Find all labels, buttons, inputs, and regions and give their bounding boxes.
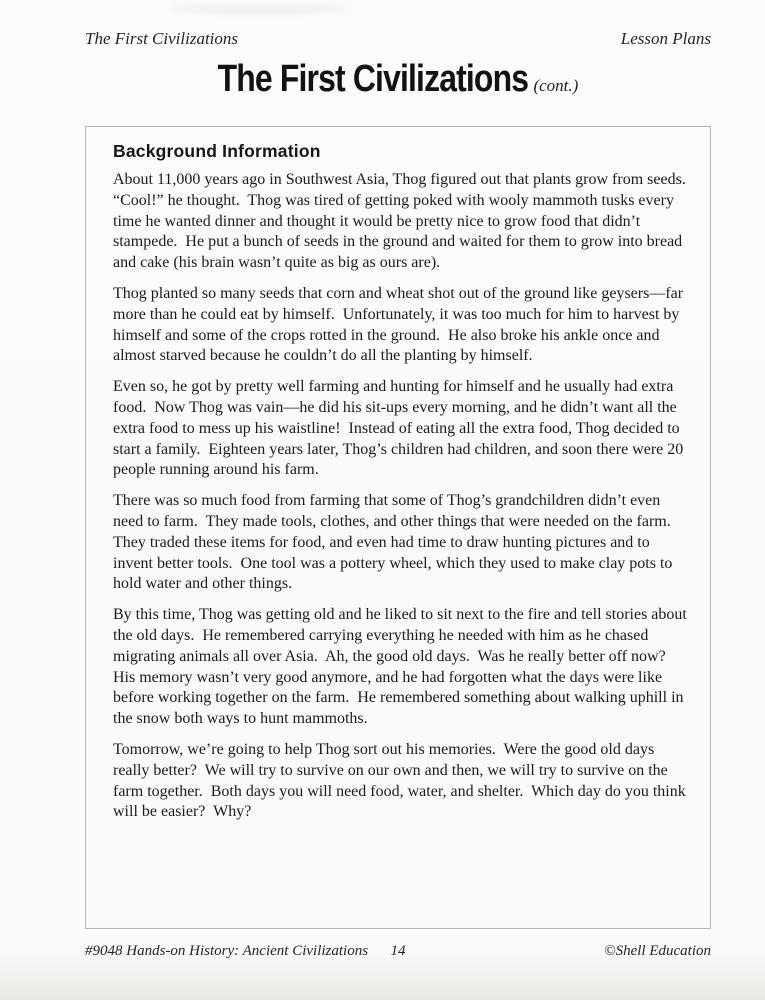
background-information-box — [85, 126, 711, 929]
footer-publisher: ©Shell Education — [604, 943, 711, 959]
footer-page-number: 14 — [390, 943, 406, 959]
page-footer — [85, 942, 711, 961]
paragraph-4: There was so much food from farming that some of Thog’s grandchildren didn’t even need to farm. They made tools, clothes, and other things that were needed on the farm. They traded these items for food, and even had time to draw hunting pictures and to invent better tools. One tool was a pottery wheel, which they used to make clay pots to hold water and other things. — [113, 492, 679, 593]
footer-book-id: #9048 Hands-on History: Ancient Civilizations — [85, 943, 369, 959]
paragraph-1: About 11,000 years ago in Southwest Asia, Thog figured out that plants grow from seeds. “Cool!” he thought. Thog was tired of getting poked with wooly mammoth tusks every time he wanted dinner and thought it would be pretty nice to grow food that didn’t stampede. He put a bunch of seeds in the ground and waited for them to grow into bread and cake (his brain wasn’t quite as big as ours are). — [113, 171, 694, 272]
page-content — [85, 0, 711, 961]
paragraph-5: By this time, Thog was getting old and he liked to sit next to the fire and tell stories about the old days. He remembered carrying everything he needed with him as he chased migrating animals all over Asia. Ah, the good old days. Was he really better off now? His memory wasn’t very good anymore, and he had forgotten what the days were like before working together on the farm. He remembered something about walking uphill in the snow both ways to hunt mammoths. — [113, 606, 691, 728]
page-title-main: The First Civilizations — [217, 58, 528, 100]
running-header — [85, 0, 711, 50]
running-header-right: Lesson Plans — [620, 29, 711, 48]
page-title-continued-marker: (cont.) — [533, 76, 579, 95]
section-heading: Background Information — [113, 141, 321, 161]
paragraph-6: Tomorrow, we’re going to help Thog sort out his memories. Were the good old days really better? We will try to survive on our own and then, we will try to survive on the farm together. Both days you will need food, water, and shelter. Which day do you think will be easier? Why? — [113, 740, 690, 821]
paragraph-2: Thog planted so many seeds that corn and wheat shot out of the ground like geysers—far more than he could eat by himself. Unfortunately, it was too much for him to harvest by himself and some of the crops rotted in the ground. He also broke his ankle once and almost starved because he couldn’t do all the planting by himself. — [113, 284, 688, 365]
page-title — [85, 58, 711, 104]
paragraph-3: Even so, he got by pretty well farming and hunting for himself and he usually had extra food. Now Thog was vain—he did his sit-ups every morning, and he didn’t want all the extra food to mess up his waistline! Instead of eating all the extra food, Thog decided to start a family. Eighteen years later, Thog’s children had children, and soon there were 20 people running around his farm. — [113, 378, 688, 479]
running-header-left: The First Civilizations — [85, 29, 239, 48]
